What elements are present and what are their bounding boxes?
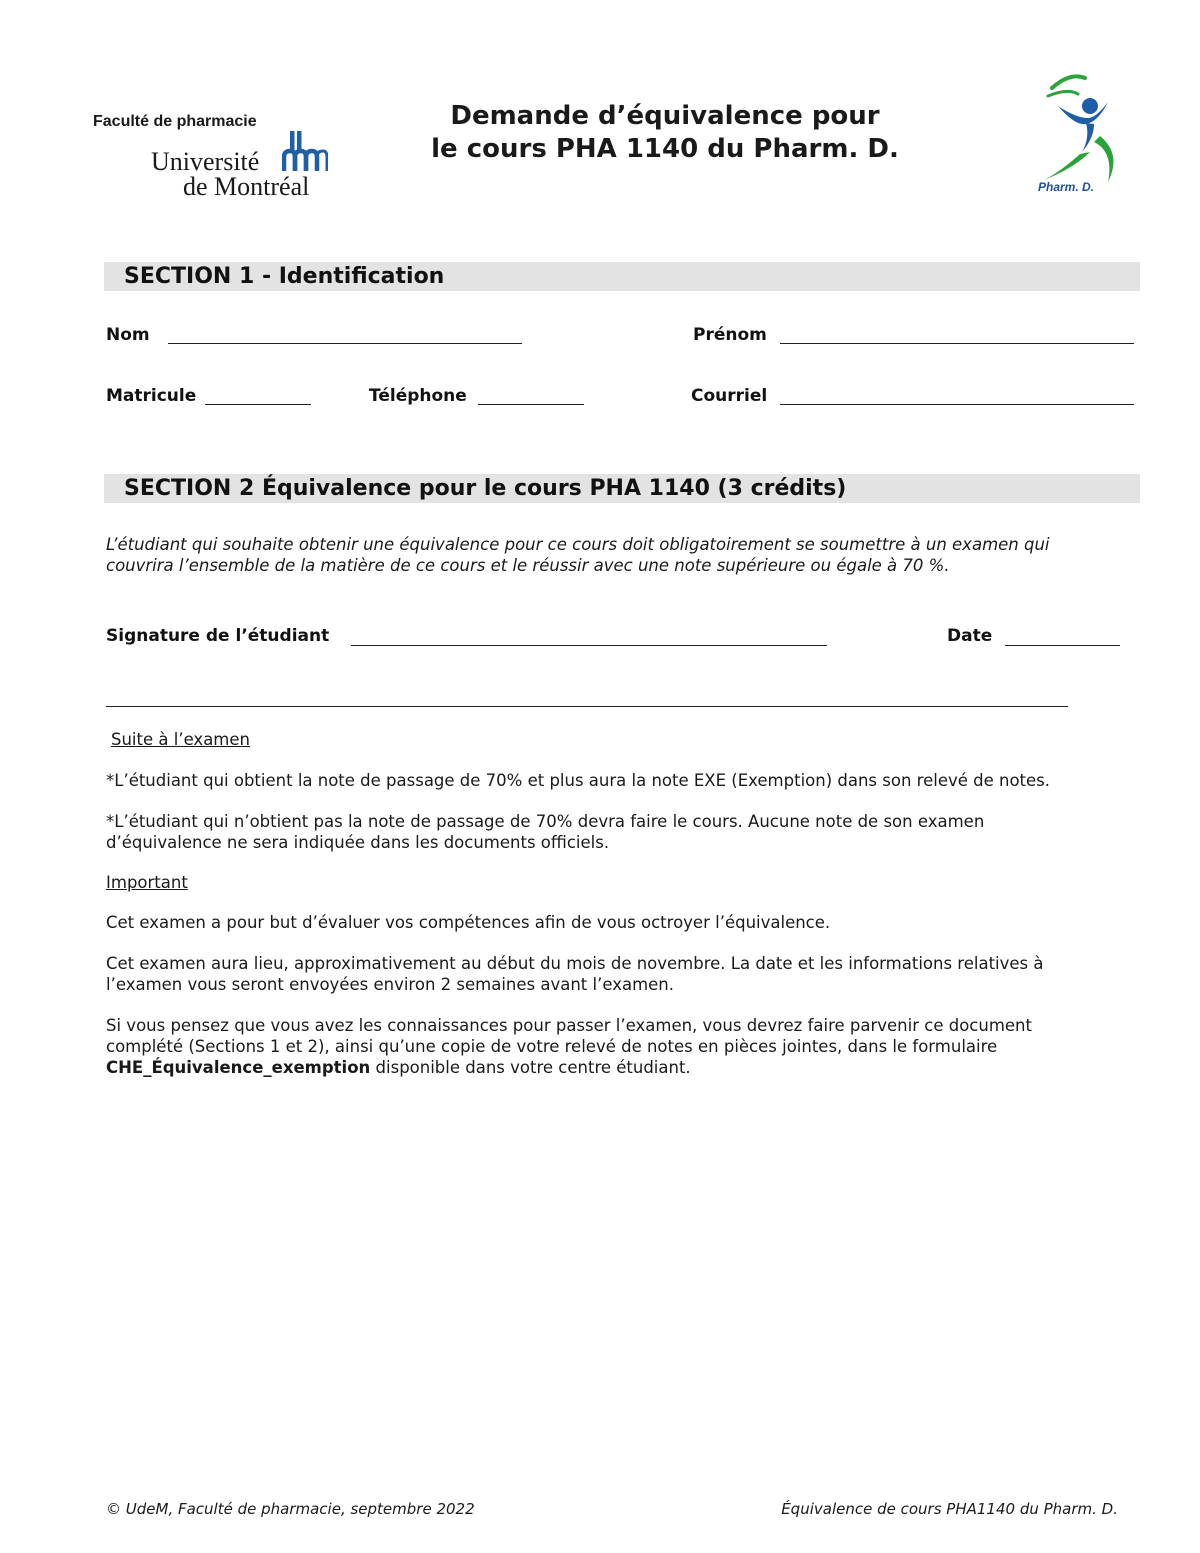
prenom-field[interactable] (780, 343, 1134, 344)
form-name: CHE_Équivalence_exemption (106, 1058, 371, 1077)
section1-title: SECTION 1 - Identification (124, 264, 445, 289)
courriel-field[interactable] (780, 404, 1134, 405)
important-para3-line3 (106, 1057, 1032, 1078)
page-title-line1: Demande d’équivalence pour (450, 101, 880, 131)
signature-label: Signature de l’étudiant (106, 626, 330, 646)
nom-field[interactable] (168, 343, 522, 344)
pharm-d-logo-text: Pharm. D. (1038, 180, 1095, 194)
after-exam-heading: Suite à l’examen (111, 730, 250, 749)
separator-line (106, 706, 1068, 707)
courriel-label: Courriel (691, 386, 768, 406)
pharm-d-logo (1030, 68, 1130, 198)
faculty-name: Faculté de pharmacie (93, 113, 257, 130)
section2-intro-line2: couvrira l’ensemble de la matière de ce cours et le réussir avec une note supérieure ou égale à 70 %. (106, 556, 950, 575)
important-heading: Important (106, 873, 188, 892)
signature-field[interactable] (351, 645, 827, 646)
after-exam-point2-line2: d’équivalence ne sera indiquée dans les documents officiels. (106, 833, 610, 852)
page-title-line2: le cours PHA 1140 du Pharm. D. (431, 134, 899, 164)
important-para3-line2: complété (Sections 1 et 2), ainsi qu’une copie de votre relevé de notes en pièces jointes, dans le formulaire (106, 1037, 998, 1056)
important-para2 (106, 953, 1044, 995)
university-name-line1: Université (151, 147, 260, 176)
important-para3 (106, 1015, 1032, 1078)
section2-intro-line1: L’étudiant qui souhaite obtenir une équivalence pour ce cours doit obligatoirement se soumettre à un examen qui (106, 535, 1050, 554)
section2-header (104, 474, 1140, 503)
important-para2-line1: Cet examen aura lieu, approximativement au début du mois de novembre. La date et les informations relatives à (106, 954, 1044, 973)
udem-logo (93, 113, 333, 203)
section2-title: SECTION 2 Équivalence pour le cours PHA 1140 (3 crédits) (124, 476, 847, 501)
nom-label: Nom (106, 325, 150, 345)
after-exam-point1: *L’étudiant qui obtient la note de passage de 70% et plus aura la note EXE (Exemption) dans son relevé de notes. (106, 771, 1051, 790)
page-title (400, 100, 930, 166)
important-para3-line3-rest: disponible dans votre centre étudiant. (370, 1058, 691, 1077)
telephone-field[interactable] (478, 404, 584, 405)
udem-mark-icon (282, 131, 328, 171)
footer-right: Équivalence de cours PHA1140 du Pharm. D. (781, 1500, 1118, 1518)
prenom-label: Prénom (693, 325, 767, 345)
pharm-d-figure-icon (1030, 68, 1130, 183)
footer-left: © UdeM, Faculté de pharmacie, septembre 2022 (106, 1500, 475, 1518)
important-para3-line1: Si vous pensez que vous avez les connaissances pour passer l’examen, vous devrez faire parvenir ce document (106, 1016, 1032, 1035)
section1-header (104, 262, 1140, 291)
date-label: Date (947, 626, 993, 646)
important-para1: Cet examen a pour but d’évaluer vos compétences afin de vous octroyer l’équivalence. (106, 913, 831, 932)
after-exam-point2-line1: *L’étudiant qui n’obtient pas la note de passage de 70% devra faire le cours. Aucune note de son examen (106, 812, 985, 831)
date-field[interactable] (1005, 645, 1120, 646)
telephone-label: Téléphone (369, 386, 467, 406)
matricule-label: Matricule (106, 386, 197, 406)
matricule-field[interactable] (205, 404, 311, 405)
important-para2-line2: l’examen vous seront envoyées environ 2 semaines avant l’examen. (106, 975, 675, 994)
university-name-line2: de Montréal (183, 172, 310, 201)
section2-intro (106, 534, 1050, 576)
after-exam-point2 (106, 811, 984, 853)
